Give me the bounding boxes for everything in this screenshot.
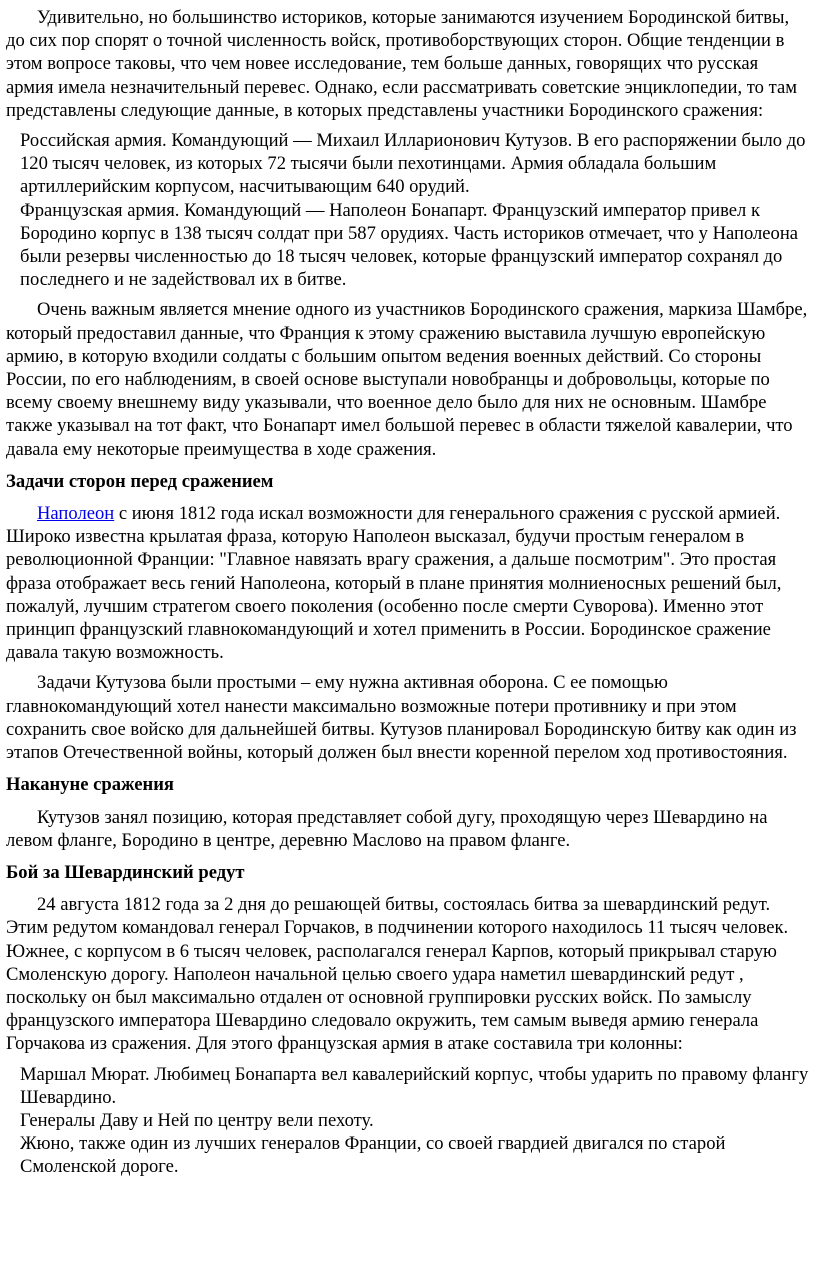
intro-paragraph: Удивительно, но большинство историков, которые занимаются изучением Бородинской битвы, до сих пор спорят о точной численность войск, противоборствующих сторон. Общие тенденции в этом вопросе таковы, что чем новее исследование, тем больше данных, говорящих что русская армия имела незначительный перевес. Однако, если рассматривать советские энциклопедии, то там представлены следующие данные, в которых представлены участники Бородинского сражения: — [6, 7, 797, 121]
napoleon-paragraph-text: с июня 1812 года искал возможности для генерального сражения с русской армией. Широко известна крылатая фраза, которую Наполеон высказал, будучи простым генералом в революционной Франции: "Главное навязать врагу сражения, а дальше посмотрим". Это простая фраза отображает весь гений Наполеона, который в плане принятия молниеносных решений был, пожалуй, лучшим стратегом своего поколения (особенно после смерти Суворова). Именно этот принцип французский главнокомандующий и хотел применить в России. Бородинское сражение давала такую возможность. — [6, 503, 782, 664]
columns-list — [6, 1063, 810, 1179]
kutuzov-paragraph: Задачи Кутузова были простыми – ему нужна активная оборона. С ее помощью главнокомандующий хотел нанести максимально возможные потери противнику и при этом сохранить свое войско для дальнейшей битвы. Кутузов планировал Бородинскую битву как один из этапов Отечественной войны, который должен был внести коренной перелом ход противостояния. — [6, 672, 797, 764]
napoleon-link[interactable]: Наполеон — [37, 503, 115, 525]
list-item: Маршал Мюрат. Любимец Бонапарта вел кавалерийский корпус, чтобы ударить по правому флангу Шевардино. — [20, 1063, 809, 1108]
list-item: Генералы Даву и Ней по центру вели пехоту. — [20, 1109, 374, 1131]
section-heading-eve: Накануне сражения — [6, 774, 174, 796]
shevardino-paragraph: 24 августа 1812 года за 2 дня до решающей битвы, состоялась битва за шевардинский редут. Этим редутом командовал генерал Горчаков, в подчинении которого находилось 11 тысяч человек. Южнее, с корпусом в 6 тысяч человек, располагался генерал Карпов, который прикрывал старую Смоленскую дорогу. Наполеон начальной целью своего удара наметил шевардинский редут , поскольку он был максимально отдален от основной группировки русских войск. По замыслу французского императора Шевардино следовало окружить, тем самым выведя армию генерала Горчакова из сражения. Для этого французская армия в атаке составила три колонны: — [6, 894, 789, 1055]
position-paragraph: Кутузов занял позицию, которая представляет собой дугу, проходящую через Шевардино на левом фланге, Бородино в центре, деревню Маслово на правом фланге. — [6, 806, 768, 851]
section-heading-shevardino: Бой за Шевардинский редут — [6, 861, 245, 883]
section-heading-tasks: Задачи сторон перед сражением — [6, 470, 274, 492]
list-item: Жюно, также один из лучших генералов Франции, со своей гвардией двигался по старой Смоленской дороге. — [20, 1133, 726, 1178]
napoleon-paragraph — [6, 502, 810, 664]
chambray-paragraph: Очень важным является мнение одного из участников Бородинского сражения, маркиза Шамбре, который предоставил данные, что Франция к этому сражению выставила лучшую европейскую армию, в которую входили солдаты с большим опытом ведения военных действий. Со стороны России, по его наблюдениям, в своей основе выступали новобранцы и добровольцы, которые по всему своему внешнему виду указывали, что военное дело было для них не основным. Шамбре также указывал на тот факт, что Бонапарт имел большой перевес в области тяжелой кавалерии, что давала ему некоторые преимущества в ходе сражения. — [6, 299, 808, 460]
armies-list — [6, 129, 810, 291]
list-item: Французская армия. Командующий — Наполеон Бонапарт. Французский император привел к Бородино корпус в 138 тысяч солдат при 587 орудиях. Часть историков отмечает, что у Наполеона были резервы численностью до 18 тысяч человек, которые французский император сохранял до последнего и не задействовал их в битве. — [20, 199, 799, 291]
list-item: Российская армия. Командующий — Михаил Илларионович Кутузов. В его распоряжении было до 120 тысяч человек, из которых 72 тысячи были пехотинцами. Армия обладала большим артиллерийским корпусом, насчитывающим 640 орудий. — [20, 130, 806, 198]
